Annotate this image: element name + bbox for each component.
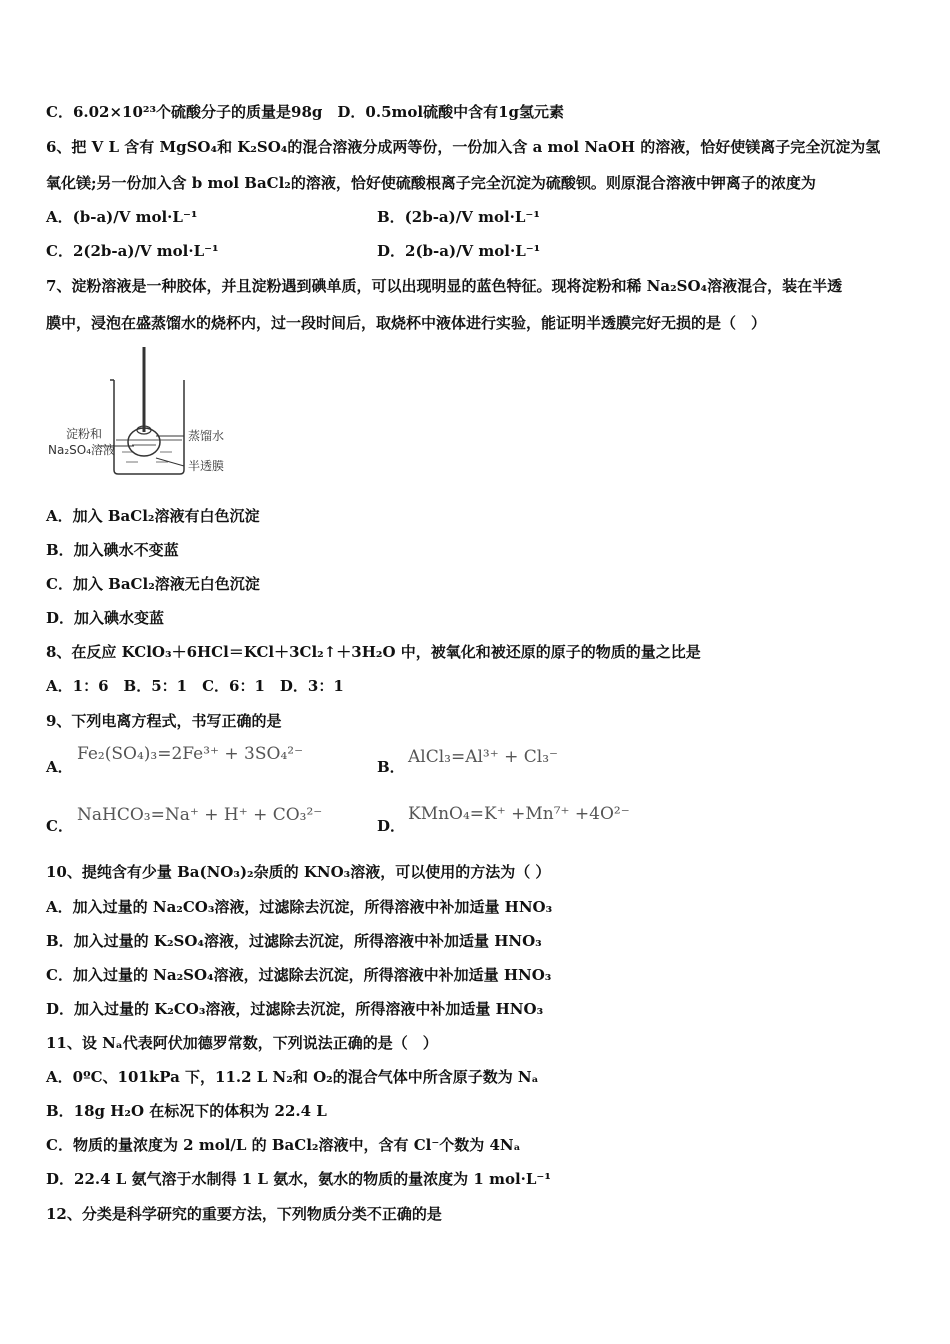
q12-stem: 12、分类是科学研究的重要方法，下列物质分类不正确的是 bbox=[46, 1205, 442, 1223]
q10-option-c: C．加入过量的 Na₂SO₄溶液，过滤除去沉淀，所得溶液中补加适量 HNO₃ bbox=[46, 966, 552, 984]
q9-option-d-formula: KMnO₄=K⁺ +Mn⁷⁺ +4O²⁻ bbox=[408, 804, 630, 824]
q6-option-d: D．2(b-a)/V mol·L⁻¹ bbox=[377, 242, 541, 260]
q8-stem: 8、在反应 KClO₃＋6HCl＝KCl＋3Cl₂↑＋3H₂O 中，被氧化和被还原的原子的物质的量之比是 bbox=[46, 643, 701, 661]
membrane-bag bbox=[128, 428, 160, 456]
q9-stem: 9、下列电离方程式，书写正确的是 bbox=[46, 712, 282, 730]
q11-option-c: C．物质的量浓度为 2 mol/L 的 BaCl₂溶液中，含有 Cl⁻个数为 4Nₐ bbox=[46, 1136, 521, 1154]
beaker-diagram bbox=[44, 344, 244, 480]
q6-stem-line1: 6、把 V L 含有 MgSO₄和 K₂SO₄的混合溶液分成两等份，一份加入含 a mol NaOH 的溶液，恰好使镁离子完全沉淀为氢 bbox=[46, 138, 881, 156]
q7-option-a: A．加入 BaCl₂溶液有白色沉淀 bbox=[46, 507, 260, 525]
q11-option-b: B．18g H₂O 在标况下的体积为 22.4 L bbox=[46, 1102, 327, 1120]
q9-option-d-label: D． bbox=[377, 817, 406, 835]
label-starch-and: 淀粉和 bbox=[66, 427, 103, 441]
q6-option-b: B．(2b-a)/V mol·L⁻¹ bbox=[377, 208, 540, 226]
label-distilled-water: 蒸馏水 bbox=[188, 429, 225, 443]
q10-option-a: A．加入过量的 Na₂CO₃溶液，过滤除去沉淀，所得溶液中补加适量 HNO₃ bbox=[46, 898, 553, 916]
q11-stem: 11、设 Nₐ代表阿伏加德罗常数，下列说法正确的是（ ） bbox=[46, 1034, 438, 1052]
q10-option-d: D．加入过量的 K₂CO₃溶液，过滤除去沉淀，所得溶液中补加适量 HNO₃ bbox=[46, 1000, 544, 1018]
q9-option-a-label: A． bbox=[46, 758, 73, 776]
q6-option-c: C．2(2b-a)/V mol·L⁻¹ bbox=[46, 242, 219, 260]
q9-option-c-label: C． bbox=[46, 817, 73, 835]
q7-stem-line2: 膜中，浸泡在盛蒸馏水的烧杯内，过一段时间后，取烧杯中液体进行实验，能证明半透膜完好无损的是（ ） bbox=[46, 314, 767, 332]
q10-stem: 10、提纯含有少量 Ba(NO₃)₂杂质的 KNO₃溶液，可以使用的方法为（ ） bbox=[46, 863, 551, 881]
q7-option-c: C．加入 BaCl₂溶液无白色沉淀 bbox=[46, 575, 260, 593]
q7-option-b: B．加入碘水不变蓝 bbox=[46, 541, 179, 559]
q6-option-a: A．(b-a)/V mol·L⁻¹ bbox=[46, 208, 198, 226]
q5-options-cd: C．6.02×10²³个硫酸分子的质量是98g D．0.5mol硫酸中含有1g氢元素 bbox=[46, 103, 565, 121]
q6-stem-line2: 氧化镁;另一份加入含 b mol BaCl₂的溶液，恰好使硫酸根离子完全沉淀为硫酸钡。则原混合溶液中钾离子的浓度为 bbox=[46, 174, 816, 192]
label-na2so4-solution: Na₂SO₄溶液 bbox=[48, 443, 116, 457]
q9-option-c-formula: NaHCO₃=Na⁺ + H⁺ + CO₃²⁻ bbox=[77, 805, 323, 825]
q9-option-a-formula: Fe₂(SO₄)₃=2Fe³⁺ + 3SO₄²⁻ bbox=[77, 744, 304, 764]
q10-option-b: B．加入过量的 K₂SO₄溶液，过滤除去沉淀，所得溶液中补加适量 HNO₃ bbox=[46, 932, 542, 950]
q9-option-b-formula: AlCl₃=Al³⁺ + Cl₃⁻ bbox=[408, 747, 559, 767]
q9-option-b-label: B． bbox=[377, 758, 405, 776]
label-semipermeable-membrane: 半透膜 bbox=[188, 459, 225, 473]
q7-option-d: D．加入碘水变蓝 bbox=[46, 609, 165, 627]
q7-stem-line1: 7、淀粉溶液是一种胶体，并且淀粉遇到碘单质，可以出现明显的蓝色特征。现将淀粉和稀 Na₂SO₄溶液混合，装在半透 bbox=[46, 277, 843, 295]
q8-options: A．1：6 B．5：1 C．6：1 D．3：1 bbox=[46, 677, 344, 695]
q11-option-a: A．0ºC、101kPa 下，11.2 L N₂和 O₂的混合气体中所含原子数为 Nₐ bbox=[46, 1068, 539, 1086]
q11-option-d: D．22.4 L 氨气溶于水制得 1 L 氨水，氨水的物质的量浓度为 1 mol·L⁻¹ bbox=[46, 1170, 551, 1188]
